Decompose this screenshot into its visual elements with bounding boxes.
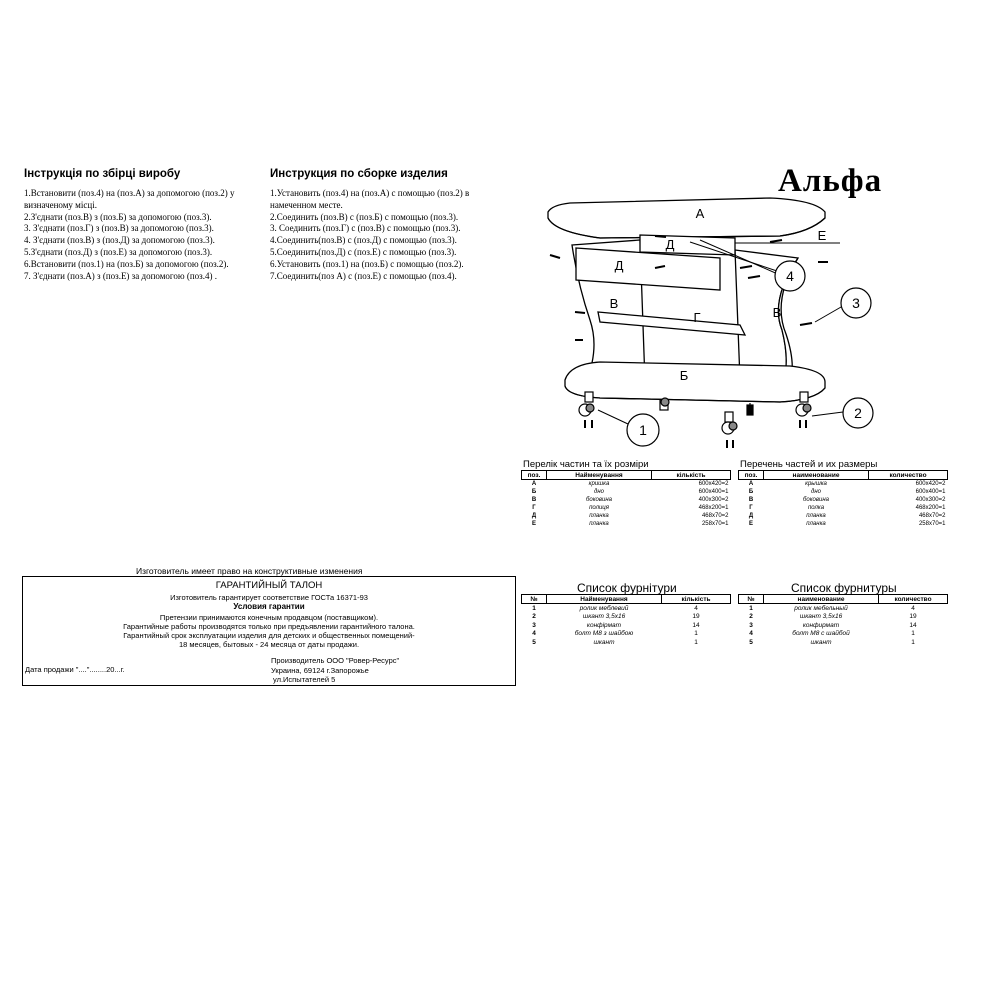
manufacturer-note: Изготовитель имеет право на конструктивные изменения — [136, 566, 363, 576]
sale-date: Дата продажи "...."........20...г. — [25, 665, 125, 674]
table-cell: Е — [531, 521, 536, 527]
table-cell: Г — [532, 505, 536, 511]
instruction-step: 2.Соединить (поз.В) с (поз.Б) с помощью (поз.3). — [270, 211, 459, 222]
table-row — [739, 488, 948, 496]
table-cell: 2 — [532, 613, 536, 621]
table-cell: 600x420=2 — [698, 481, 729, 487]
fittings-ru-table — [738, 594, 948, 647]
table-cell: 4 — [694, 604, 698, 612]
table-cell: дно — [811, 489, 821, 495]
table-cell: 400x300=2 — [915, 497, 946, 503]
table-cell: 600x400=1 — [915, 489, 946, 495]
table-row — [739, 613, 948, 622]
table-cell: В — [531, 497, 537, 503]
table-cell: Д — [531, 513, 537, 519]
table-cell: полка — [807, 505, 825, 511]
table-cell: 1 — [532, 604, 536, 612]
table-cell: шкант — [810, 638, 832, 646]
brand-title: Альфа — [778, 163, 883, 199]
assembly-diagram — [530, 190, 890, 450]
table-cell: болт М8 с шайбой — [792, 630, 850, 638]
warranty-line: 18 месяцев, бытовых - 24 месяца от даты продажи. — [178, 640, 360, 649]
instruction-step: 6.Установить (поз.1) на (поз.Б) с помощью (поз.2). — [270, 258, 464, 269]
table-cell: конфірмат — [586, 621, 622, 629]
table-header-row — [739, 471, 948, 480]
table-row — [522, 613, 731, 622]
instructions-ru — [270, 188, 469, 282]
parts-ru-title: Перечень частей и их размеры — [740, 459, 878, 470]
warranty-gost: Изготовитель гарантирует соответствие ГОСТа 16371-93 — [170, 593, 368, 602]
parts-ru-table — [738, 470, 948, 528]
table-cell: боковина — [803, 497, 829, 503]
fittings-ua-table — [521, 594, 731, 647]
table-cell: боковина — [586, 497, 612, 503]
label-g: Г — [693, 310, 701, 325]
instructions-ru-title: Инструкция по сборке изделия — [270, 168, 448, 180]
producer-line: ул.Испытателей 5 — [273, 675, 336, 684]
instruction-step: 2.З'єднати (поз.В) з (поз.Б) за допомогою (поз.3). — [24, 211, 212, 222]
table-row — [739, 496, 948, 504]
column-header: № — [739, 595, 764, 604]
column-header: наименование — [764, 471, 869, 480]
table-cell: 1 — [694, 630, 698, 638]
table-cell: 468x70=2 — [701, 513, 729, 519]
fittings-ua-title: Список фурнітури — [577, 581, 677, 595]
table-row — [739, 604, 948, 613]
part-top-a — [548, 198, 825, 238]
table-cell: планка — [806, 513, 826, 519]
table-cell: 258x70=1 — [701, 521, 729, 527]
parts-ua-table — [521, 470, 731, 528]
column-header: Найменування — [547, 471, 652, 480]
table-cell: 3 — [532, 621, 536, 629]
instruction-step: 4.Соединить(поз.В) с (поз.Д) с помощью (поз.3). — [270, 235, 457, 246]
table-cell: 2 — [749, 613, 753, 621]
instruction-step: 4. З'єднати (поз.В) з (поз.Д) за допомогою (поз.3). — [24, 235, 215, 246]
table-cell: Г — [749, 505, 753, 511]
table-cell: А — [531, 481, 537, 487]
table-row — [739, 630, 948, 639]
table-cell: ролик мебельный — [794, 604, 848, 612]
fittings-ru-title: Список фурнитуры — [791, 581, 897, 595]
instructions-ua-title: Інструкція по збірці виробу — [24, 168, 181, 180]
table-cell: 1 — [694, 638, 698, 646]
table-cell: 5 — [749, 638, 753, 646]
column-header: поз. — [739, 471, 764, 480]
table-cell: 468x200=1 — [698, 505, 729, 511]
callout-4: 4 — [786, 268, 794, 284]
table-row — [522, 630, 731, 639]
table-cell: Д — [748, 513, 754, 519]
warranty-conditions-title: Условия гарантии — [233, 602, 305, 611]
column-header: № — [522, 595, 547, 604]
table-row — [739, 480, 948, 489]
column-header: кількість — [652, 471, 731, 480]
table-cell: 400x300=2 — [698, 497, 729, 503]
producer-line: Украина, 69124 г.Запорожье — [271, 666, 369, 675]
table-cell: Б — [748, 489, 754, 495]
table-row — [739, 504, 948, 512]
warranty-title: ГАРАНТИЙНЫЙ ТАЛОН — [215, 580, 323, 591]
table-cell: Е — [748, 521, 753, 527]
instruction-step: 1.Встановити (поз.4) на (поз.А) за допомогою (поз.2) у — [24, 188, 235, 198]
table-cell: болт М8 з шайбою — [574, 630, 634, 638]
table-cell: 468x70=2 — [918, 513, 946, 519]
table-cell: планка — [806, 521, 826, 527]
table-row — [522, 480, 731, 489]
table-row — [739, 512, 948, 520]
label-d: Д — [614, 258, 624, 273]
callout-3: 3 — [852, 295, 860, 311]
table-row — [739, 520, 948, 528]
table-row — [739, 638, 948, 647]
table-cell: 14 — [692, 621, 700, 629]
table-row — [522, 488, 731, 496]
column-header: наименование — [764, 595, 879, 604]
table-cell: 19 — [909, 613, 917, 621]
table-cell: А — [748, 481, 754, 487]
table-cell: 3 — [749, 621, 753, 629]
table-cell: шкант 3,5х16 — [582, 613, 626, 621]
table-cell: 1 — [911, 630, 915, 638]
table-cell: 4 — [532, 630, 536, 638]
table-row — [522, 512, 731, 520]
column-header: поз. — [522, 471, 547, 480]
table-cell: шкант 3,5х16 — [799, 613, 843, 621]
instruction-step: 3. Соединить (поз.Г) с (поз.В) с помощью (поз.3). — [270, 223, 461, 234]
part-bottom-b — [565, 362, 825, 402]
table-cell: 1 — [911, 638, 915, 646]
table-header-row — [522, 595, 731, 604]
instruction-step: 7.Соединить(поз А) с (поз.Е) с помощью (поз.4). — [270, 270, 457, 281]
producer-line: Производитель ООО "Ровер-Ресурс" — [271, 656, 400, 665]
table-row — [522, 504, 731, 512]
warranty-line: Гарантийный срок эксплуатации изделия для детских и общественных помещений- — [123, 631, 415, 640]
instruction-step: намеченном месте. — [270, 199, 343, 210]
label-v-left: В — [609, 296, 619, 311]
table-cell: 468x200=1 — [915, 505, 946, 511]
table-cell: планка — [589, 513, 609, 519]
table-cell: 5 — [532, 638, 536, 646]
label-v-right: В — [772, 305, 782, 320]
parts-ua-title: Перелік частин та їх розміри — [523, 459, 649, 470]
warranty-line: Гарантийные работы производятся только при предъявлении гарантийного талона. — [123, 622, 415, 631]
table-header-row — [739, 595, 948, 604]
instruction-step: 7. З'єднати (поз.А) з (поз.Е) за допомогою (поз.4) . — [24, 270, 217, 281]
column-header: кількість — [662, 595, 731, 604]
instruction-step: визначеному місці. — [24, 199, 97, 210]
label-e: Е — [817, 228, 827, 243]
label-b: Б — [679, 368, 689, 383]
table-cell: полиця — [589, 505, 609, 511]
instruction-step: 3. З'єднати (поз.Г) з (поз.В) за допомогою (поз.3). — [24, 223, 214, 234]
table-row — [522, 638, 731, 647]
table-cell: кришка — [588, 481, 610, 487]
label-a: А — [695, 206, 705, 221]
table-row — [522, 520, 731, 528]
callout-1: 1 — [639, 422, 647, 438]
table-cell: 600x400=1 — [698, 489, 729, 495]
table-cell: 4 — [749, 630, 753, 638]
table-cell: 1 — [749, 604, 753, 612]
table-cell: ролик меблевий — [579, 604, 629, 612]
table-row — [739, 621, 948, 630]
table-row — [522, 496, 731, 504]
label-d-top: Д — [665, 237, 675, 252]
instruction-step: 6.Встановити (поз.1) на (поз.Б) за допомогою (поз.2). — [24, 258, 229, 269]
table-row — [522, 604, 731, 613]
column-header: Найменування — [547, 595, 662, 604]
table-cell: 258x70=1 — [918, 521, 946, 527]
warranty-card — [22, 576, 516, 686]
table-cell: 14 — [909, 621, 917, 629]
table-cell: дно — [594, 489, 604, 495]
table-cell: Б — [531, 489, 537, 495]
warranty-line: Претензии принимаются конечным продавцом (поставщиком). — [159, 613, 379, 622]
callout-2: 2 — [854, 405, 862, 421]
table-row — [522, 621, 731, 630]
instruction-step: 1.Установить (поз.4) на (поз.А) с помощью (поз.2) в — [270, 188, 470, 198]
table-cell: шкант — [593, 638, 615, 646]
table-cell: крышка — [805, 481, 827, 487]
column-header: количество — [879, 595, 948, 604]
instruction-step: 5.Соединить(поз.Д) с (поз.Е) с помощью (поз.3). — [270, 246, 457, 257]
table-cell: В — [748, 497, 754, 503]
table-cell: 19 — [692, 613, 700, 621]
table-header-row — [522, 471, 731, 480]
instructions-ua — [24, 188, 235, 282]
table-cell: конфирмат — [802, 621, 840, 629]
table-cell: 600x420=2 — [915, 481, 946, 487]
instruction-step: 5.З'єднати (поз.Д) з (поз.Е) за допомогою (поз.3). — [24, 246, 213, 257]
column-header: количество — [869, 471, 948, 480]
table-cell: 4 — [911, 604, 915, 612]
table-cell: планка — [589, 521, 609, 527]
